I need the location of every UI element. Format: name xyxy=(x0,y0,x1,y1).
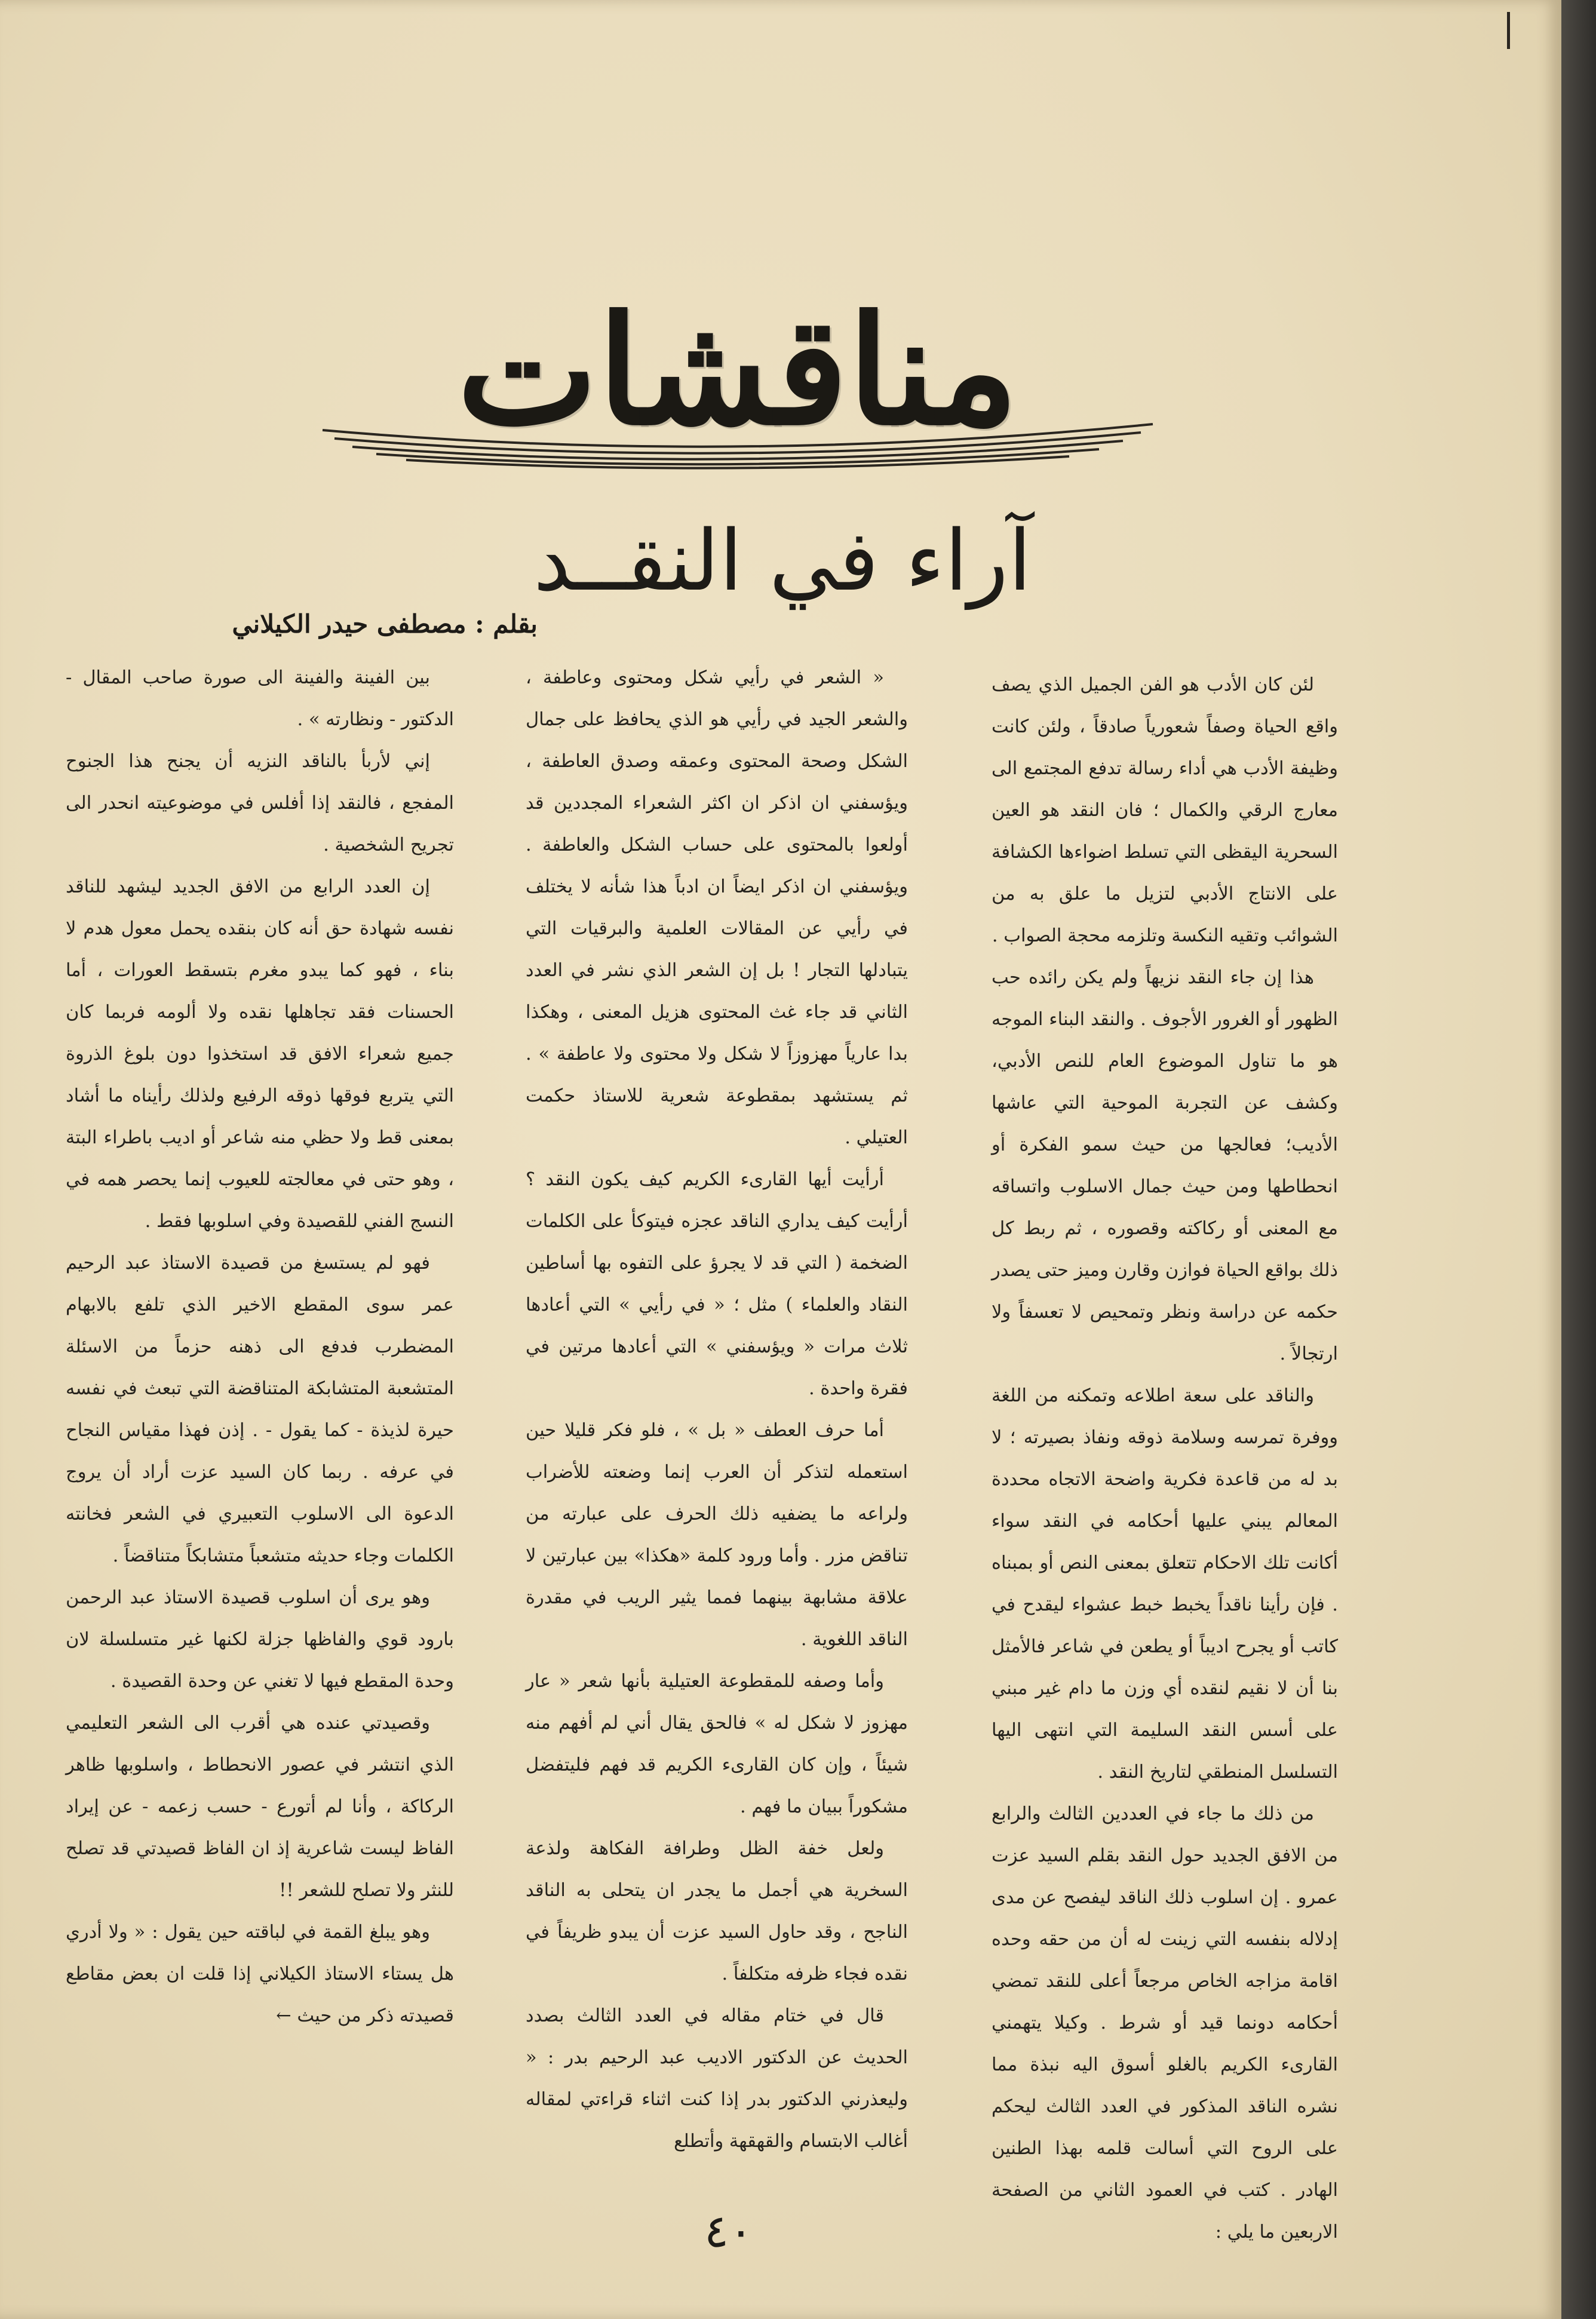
paragraph: وهو يبلغ القمة في لباقته حين يقول : « ولا أدري هل يستاء الاستاذ الكيلاني إذا قلت ان بعض مقاطع قصيدته ذكر من حيث ← xyxy=(66,1922,454,2026)
article-byline: بقلم : مصطفى حيدر الكيلاني xyxy=(232,609,538,639)
paragraph: من ذلك ما جاء في العددين الثالث والرابع من الافق الجديد حول النقد بقلم السيد عزت عمرو . إن اسلوب ذلك الناقد ليفصح عن مدى إدلاله بنفسه التي زينت له أن من حقه وحده اقامة مزاجه الخاص مرجعاً أعلى للنقد تمضي أحكامه دونما قيد أو شرط . وكيلا يتهمني القارىء الكريم بالغلو أسوق اليه نبذة مما نشره الناقد المذكور في العدد الثالث ليحكم على الروح التي أسالت قلمه بهذا الطنين الهادر . كتب في العمود الثاني من الصفحة الاربعين ما يلي : xyxy=(992,1803,1338,2243)
paragraph: أما حرف العطف « بل » ، فلو فكر قليلا حين استعمله لتذكر أن العرب إنما وضعته للأضراب ولراعه ما يضفيه ذلك الحرف على عبارته من تناقض مزر . وأما ورود كلمة «هكذا» بين عبارتين لا علاقة مشابهة بينهما فمما يثير الريب في مقدرة الناقد اللغوية . xyxy=(526,1420,908,1650)
paragraph: فهو لم يستسغ من قصيدة الاستاذ عبد الرحيم عمر سوى المقطع الاخير الذي تلفع بالابهام المضطرب فدفع الى ذهنه حزماً من الاسئلة المتشعبة المتشابكة المتناقضة التي تبعث في نفسه حيرة لذيذة - كما يقول - . إذن فهذا مقياس النجاح في عرفه . ربما كان السيد عزت أراد أن يروج الدعوة الى الاسلوب التعبيري في الشعر فخانته الكلمات وجاء حديثه متشعباً متشابكاً متناقضاً . xyxy=(66,1253,454,1566)
section-masthead xyxy=(311,283,1165,472)
paragraph: ولعل خفة الظل وطرافة الفكاهة ولذعة السخرية هي أجمل ما يجدر ان يتحلى به الناقد الناجح ، وقد حاول السيد عزت أن يبدو ظريفاً في نقده فجاء ظرفه متكلفاً . xyxy=(526,1838,908,1984)
page-stack-edge xyxy=(1561,0,1596,2319)
paragraph: بين الفينة والفينة الى صورة صاحب المقال - الدكتور - ونظارته » . xyxy=(66,667,454,730)
page-number: ٤٠ xyxy=(704,2204,753,2257)
paragraph: « الشعر في رأيي شكل ومحتوى وعاطفة ، والشعر الجيد في رأيي هو الذي يحافظ على جمال الشكل وصحة المحتوى وعمقه وصدق العاطفة ، ويؤسفني ان اذكر ان اكثر الشعراء المجددين قد أولعوا بالمحتوى على حساب الشكل والعاطفة . ويؤسفني ان اذكر ايضاً ان ادباً هذا شأنه لا يختلف في رأيي عن المقالات العلمية والبرقيات التي يتبادلها التجار ! بل إن الشعر الذي نشر في العدد الثاني قد جاء غث المحتوى هزيل المعنى ، وهكذا بدا عارياً مهزوزاً لا شكل ولا محتوى ولا عاطفة » . ثم يستشهد بمقطوعة شعرية للاستاذ حكمت العتيلي . xyxy=(526,667,908,1148)
paragraph: والناقد على سعة اطلاعه وتمكنه من اللغة ووفرة تمرسه وسلامة ذوقه ونفاذ بصيرته ؛ لا بد له من قاعدة فكرية واضحة الاتجاه محددة المعالم يبني عليها أحكامه في النقد سواء أكانت تلك الاحكام تتعلق بمعنى النص أو بمبناه . فإن رأينا ناقداً يخبط خبط عشواء ليقدح في كاتب أو يجرح اديباً أو يطعن في شاعر فالأمثل بنا أن لا نقيم لنقده أي وزن ما دام غير مبني على أسس النقد السليمة التي انتهى اليها التسلسل المنطقي لتاريخ النقد . xyxy=(992,1385,1338,1783)
paragraph: لئن كان الأدب هو الفن الجميل الذي يصف واقع الحياة وصفاً شعورياً صادقاً ، ولئن كانت وظيفة الأدب هي أداء رسالة تدفع المجتمع الى معارج الرقي والكمال ؛ فان النقد هو العين السحرية اليقظى التي تسلط اضواءها الكشافة على الانتاج الأدبي لتزيل ما علق به من الشوائب وتقيه النكسة وتلزمه محجة الصواب . xyxy=(992,674,1338,946)
text-column-middle xyxy=(526,657,908,2186)
text-column-right xyxy=(992,664,1338,2243)
text-column-left xyxy=(66,657,454,2186)
paragraph: وقصيدتي عنده هي أقرب الى الشعر التعليمي الذي انتشر في عصور الانحطاط ، واسلوبها ظاهر الركاكة ، وأنا لم أتورع - حسب زعمه - عن إيراد الفاظ ليست شاعرية إذ ان الفاظ قصيدتي قد تصلح للنثر ولا تصلح للشعر !! xyxy=(66,1713,454,1901)
section-title: مناقشات xyxy=(457,283,1018,458)
article-title: آراء في النقــد xyxy=(533,513,1032,610)
paragraph: وهو يرى أن اسلوب قصيدة الاستاذ عبد الرحمن بارود قوي والفاظها جزلة لكنها غير متسلسلة لان وحدة المقطع فيها لا تغني عن وحدة القصيدة . xyxy=(66,1587,454,1692)
paragraph: قال في ختام مقاله في العدد الثالث بصدد الحديث عن الدكتور الاديب عبد الرحيم بدر : « وليعذرني الدكتور بدر إذا كنت اثناء قراءتي لمقاله أغالب الابتسام والقهقهة وأتطلع xyxy=(526,2005,908,2152)
paragraph: إن العدد الرابع من الافق الجديد ليشهد للناقد نفسه شهادة حق أنه كان بنقده يحمل معول هدم لا بناء ، فهو كما يبدو مغرم بتسقط العورات ، أما الحسنات فقد تجاهلها نقده ولا ألومه فربما كان جميع شعراء الافق قد استخذوا دون بلوغ الذروة التي يتربع فوقها ذوقه الرفيع ولذلك رأيناه ما أشاد بمعنى قط ولا حظي منه شاعر أو اديب باطراء البتة ، وهو حتى في معالجته للعيوب إنما يحصر همه في النسج الفني للقصيدة وفي اسلوبها فقط . xyxy=(66,876,454,1232)
paragraph: أرأيت أيها القارىء الكريم كيف يكون النقد ؟ أرأيت كيف يداري الناقد عجزه فيتوكأ على الكلمات الضخمة ( التي قد لا يجرؤ على التفوه بها أساطين النقاد والعلماء ) مثل ؛ « في رأيي » التي أعادها ثلاث مرات « ويؤسفني » التي أعادها مرتين في فقرة واحدة . xyxy=(526,1169,908,1399)
corner-mark xyxy=(1507,12,1510,49)
paragraph: هذا إن جاء النقد نزيهاً ولم يكن رائده حب الظهور أو الغرور الأجوف . والنقد البناء الموجه هو ما تناول الموضوع العام للنص الأدبي، وكشف عن التجربة الموحية التي عاشها الأديب؛ فعالجها من حيث سمو الفكرة أو انحطاطها ومن حيث جمال الاسلوب واتساقه مع المعنى أو ركاكته وقصوره ، ثم ربط كل ذلك بواقع الحياة فوازن وقارن وميز حتى يصدر حكمه عن دراسة ونظر وتمحيص لا تعسفاً ولا ارتجالاً . xyxy=(992,967,1338,1364)
paragraph: وأما وصفه للمقطوعة العتيلية بأنها شعر « عار مهزوز لا شكل له » فالحق يقال أني لم أفهم منه شيئاً ، وإن كان القارىء الكريم قد فهم فليتفضل مشكوراً ببيان ما فهم . xyxy=(526,1671,908,1817)
paragraph: إني لأربأ بالناقد النزيه أن يجنح هذا الجنوح المفجع ، فالنقد إذا أفلس في موضوعيته انحدر الى تجريح الشخصية . xyxy=(66,751,454,855)
